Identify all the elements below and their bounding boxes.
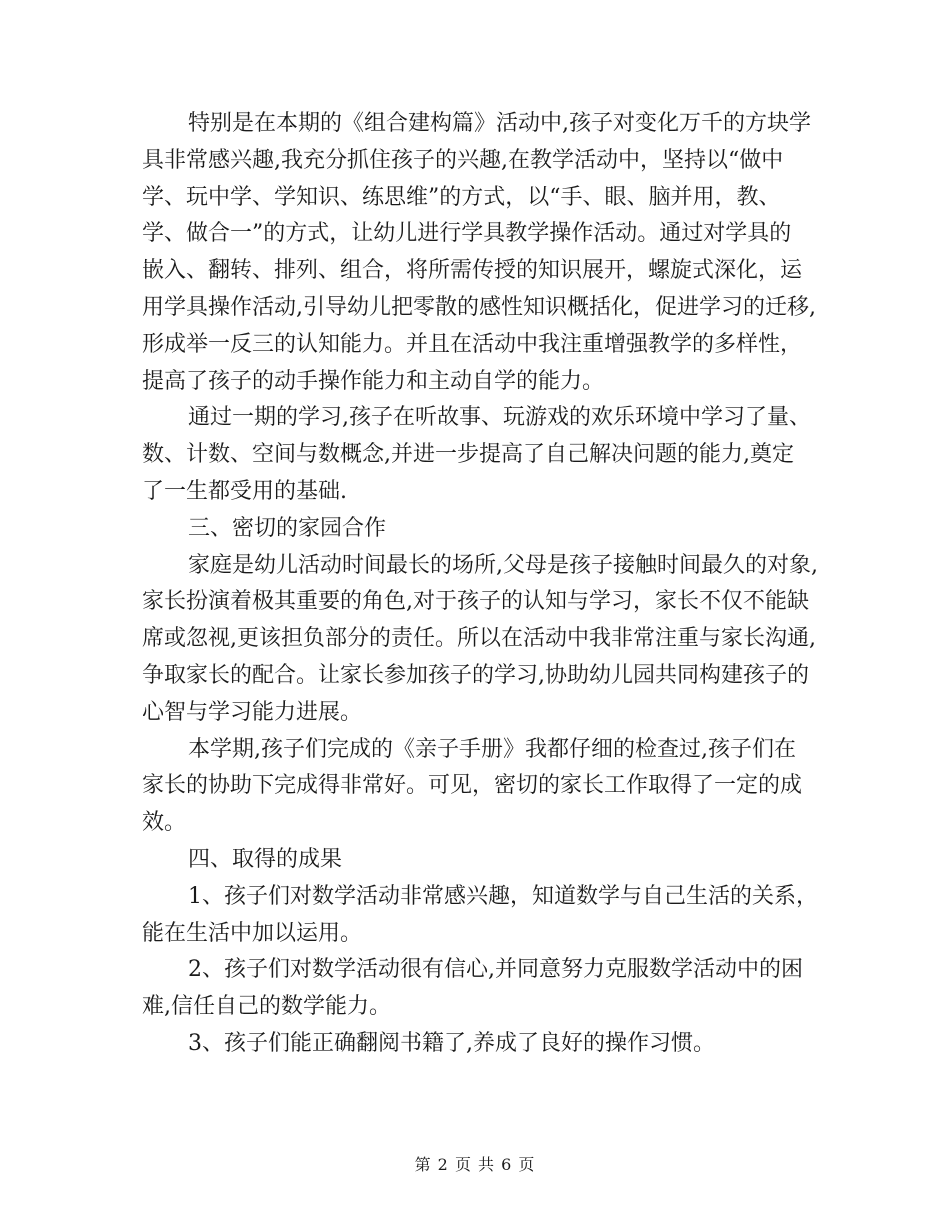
paragraph-learning-summary: 通过一期的学习,孩子在听故事、玩游戏的欢乐环境中学习了量、 数、计数、空间与数概念,并进一步提高了自己解决问题的能力,奠定 了一生都受用的基础. xyxy=(142,405,811,504)
page-number-footer: 第 2 页 共 6 页 xyxy=(414,1155,536,1174)
document-body xyxy=(142,106,822,1063)
paragraph-building-activity: 特别是在本期的《组合建构篇》活动中,孩子对变化万千的方块学 具非常感兴趣,我充分抓住孩子的兴趣,在教学活动中，坚持以“做中 学、玩中学、学知识、练思维”的方式，以“手、眼、脑并用，教、 学、做合一”的方式，让幼儿进行学具教学操作活动。通过对学具的 嵌入、翻转、排列、组合，将所需传授的知识展开，螺旋式深化，运 用学具操作活动,引导幼儿把零散的感性知识概括化，促进学习的迁移, 形成举一反三的认知能力。并且在活动中我注重增强教学的多样性， 提高了孩子的动手操作能力和主动自学的能力。 xyxy=(142,111,816,394)
result-item-2: 2、孩子们对数学活动很有信心,并同意努力克服数学活动中的困 难,信任自己的数学能力。 xyxy=(142,957,803,1020)
paragraph-parent-handbook: 本学期,孩子们完成的《亲子手册》我都仔细的检查过,孩子们在 家长的协助下完成得非常好。可见，密切的家长工作取得了一定的成 效。 xyxy=(142,736,803,836)
paragraph-family-role: 家庭是幼儿活动时间最长的场所,父母是孩子接触时间最久的对象, 家长扮演着极其重要的角色,对于孩子的认知与学习，家长不仅不能缺 席或忽视,更该担负部分的责任。所以在活动中我非常注重与家长沟通, 争取家长的配合。让家长参加孩子的学习,协助幼儿园共同构建孩子的 心智与学习能力进展。 xyxy=(142,552,818,725)
section-heading-home-school: 三、密切的家园合作 xyxy=(188,515,387,541)
result-item-1: 1、孩子们对数学活动非常感兴趣，知道数学与自己生活的关系， 能在生活中加以运用。 xyxy=(142,883,818,946)
result-item-3: 3、孩子们能正确翻阅书籍了,养成了良好的操作习惯。 xyxy=(188,1030,715,1056)
section-heading-results: 四、取得的成果 xyxy=(188,846,343,872)
